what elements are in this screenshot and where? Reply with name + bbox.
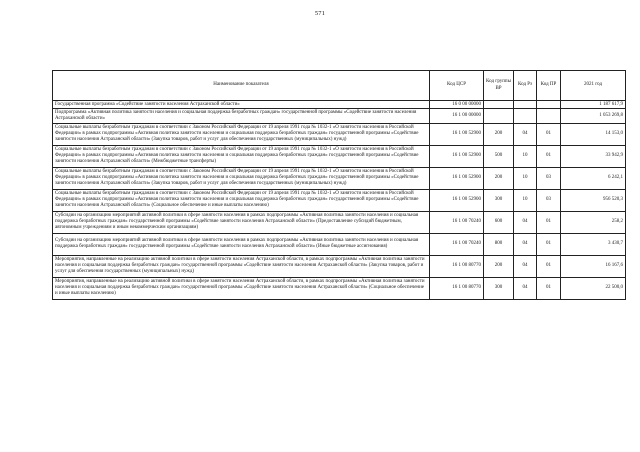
row-sum: 956 520,3 [561, 189, 626, 211]
row-vr: 300 [484, 277, 514, 299]
row-csr: 16 1 00 70240 [430, 211, 484, 233]
row-rz: 10 [514, 189, 537, 211]
row-csr: 16 1 00 52900 [430, 189, 484, 211]
row-pr: 01 [537, 123, 561, 145]
header-name: Наименование показателя [53, 71, 430, 101]
row-csr: 16 0 00 00000 [430, 101, 484, 109]
row-name: Социальные выплаты безработным гражданам в соответствии с Законом Российской Федерации от 19 апреля 1991 года № 1032-1 «О занятости населения в Российской Федерации» в рамках подпрограммы «Активная политика занятости населения и социальная поддержка безработных граждан» государственной программы «Содействие занятости населения Астраханской области» (Закупка товаров, работ и услуг для обеспечения государственных (муниципальных) нужд) [53, 123, 430, 145]
row-vr [484, 109, 514, 123]
row-vr: 300 [484, 189, 514, 211]
row-vr: 200 [484, 123, 514, 145]
row-rz: 10 [514, 167, 537, 189]
row-pr: 03 [537, 167, 561, 189]
table-row [53, 233, 626, 255]
row-name: Субсидии на организацию мероприятий активной политики в сфере занятости населения в рамках подпрограммы «Активная политика занятости населения и социальная поддержка безработных граждан» государственной программы «Содействие занятости населения Астраханской области» (Иные бюджетные ассигнования) [53, 233, 430, 255]
table-row [53, 255, 626, 277]
row-rz: 04 [514, 233, 537, 255]
row-pr: 01 [537, 211, 561, 233]
table-row [53, 109, 626, 123]
row-name: Подпрограмма «Активная политика занятости населения и социальная поддержка безработных граждан» государственной программы «Содействие занятости населения Астраханской области» [53, 109, 430, 123]
row-pr [537, 101, 561, 109]
row-sum: 16 167,6 [561, 255, 626, 277]
row-pr: 03 [537, 189, 561, 211]
budget-table [52, 70, 626, 300]
header-pr: Код ПР [537, 71, 561, 101]
table-row [53, 277, 626, 299]
row-csr: 16 1 00 70240 [430, 233, 484, 255]
row-csr: 16 1 00 52900 [430, 167, 484, 189]
row-csr: 16 1 00 52900 [430, 123, 484, 145]
row-csr: 16 1 00 00000 [430, 109, 484, 123]
row-name: Мероприятия, направленные на реализацию активной политики в сфере занятости населения Астраханской области, в рамках подпрограммы «Активная политика занятости населения и социальная поддержка безработных граждан» государственной программы «Содействие занятости населения Астраханской области» (Социальное обеспечение и иные выплаты населению) [53, 277, 430, 299]
table-row [53, 211, 626, 233]
header-csr: Код ЦСР [430, 71, 484, 101]
row-vr: 200 [484, 255, 514, 277]
row-sum: 258,2 [561, 211, 626, 233]
row-rz: 04 [514, 123, 537, 145]
row-rz: 10 [514, 145, 537, 167]
table-row [53, 101, 626, 109]
row-rz: 04 [514, 211, 537, 233]
row-rz: 04 [514, 255, 537, 277]
table-row [53, 167, 626, 189]
page-number: 571 [314, 10, 326, 17]
row-pr: 01 [537, 145, 561, 167]
row-name: Социальные выплаты безработным гражданам в соответствии с Законом Российской Федерации от 19 апреля 1991 года № 1032-1 «О занятости населения в Российской Федерации» в рамках подпрограммы «Активная политика занятости населения и социальная поддержка безработных граждан» государственной программы «Содействие занятости населения Астраханской области» (Социальное обеспечение и иные выплаты населению) [53, 189, 430, 211]
row-name: Социальные выплаты безработным гражданам в соответствии с Законом Российской Федерации от 19 апреля 1991 года № 1032-1 «О занятости населения в Российской Федерации» в рамках подпрограммы «Активная политика занятости населения и социальная поддержка безработных граждан» государственной программы «Содействие занятости населения Астраханской области» (Закупка товаров, работ и услуг для обеспечения государственных (муниципальных) нужд) [53, 167, 430, 189]
row-csr: 16 1 00 52900 [430, 145, 484, 167]
table-row [53, 123, 626, 145]
row-name: Государственная программа «Содействие занятости населения Астраханской области» [53, 101, 430, 109]
table-row [53, 145, 626, 167]
header-sum: 2021 год [561, 71, 626, 101]
row-pr: 01 [537, 233, 561, 255]
row-name: Мероприятия, направленные на реализацию активной политики в сфере занятости населения Астраханской области, в рамках подпрограммы «Активная политика занятости населения и социальная поддержка безработных граждан» государственной программы «Содействие занятости населения Астраханской области» (Закупка товаров, работ и услуг для обеспечения государственных (муниципальных) нужд) [53, 255, 430, 277]
row-sum: 33 942,9 [561, 145, 626, 167]
row-rz [514, 109, 537, 123]
row-vr: 200 [484, 167, 514, 189]
row-sum: 14 153,0 [561, 123, 626, 145]
row-vr: 600 [484, 211, 514, 233]
row-vr: 800 [484, 233, 514, 255]
row-csr: 16 1 00 80770 [430, 277, 484, 299]
header-vr: Код группы ВР [484, 71, 514, 101]
row-pr: 01 [537, 255, 561, 277]
row-rz: 04 [514, 277, 537, 299]
row-sum: 6 242,1 [561, 167, 626, 189]
row-pr [537, 109, 561, 123]
header-rz: Код Рз [514, 71, 537, 101]
row-sum: 22 500,0 [561, 277, 626, 299]
row-rz [514, 101, 537, 109]
row-pr: 01 [537, 277, 561, 299]
row-vr [484, 101, 514, 109]
row-sum: 1 053 269,8 [561, 109, 626, 123]
table-header-row [53, 71, 626, 101]
row-csr: 16 1 00 80770 [430, 255, 484, 277]
row-vr: 500 [484, 145, 514, 167]
row-sum: 1 187 617,9 [561, 101, 626, 109]
table-row [53, 189, 626, 211]
row-name: Социальные выплаты безработным гражданам в соответствии с Законом Российской Федерации от 19 апреля 1991 года № 1032-1 «О занятости населения в Российской Федерации» в рамках подпрограммы «Активная политика занятости населения и социальная поддержка безработных граждан» государственной программы «Содействие занятости населения Астраханской области» (Межбюджетные трансферты) [53, 145, 430, 167]
row-name: Субсидии на организацию мероприятий активной политики в сфере занятости населения в рамках подпрограммы «Активная политика занятости населения и социальная поддержка безработных граждан» государственной программы «Содействие занятости населения Астраханской области» (Предоставление субсидий бюджетным, автономным учреждениям и иным некоммерческим организациям) [53, 211, 430, 233]
row-sum: 3 430,7 [561, 233, 626, 255]
